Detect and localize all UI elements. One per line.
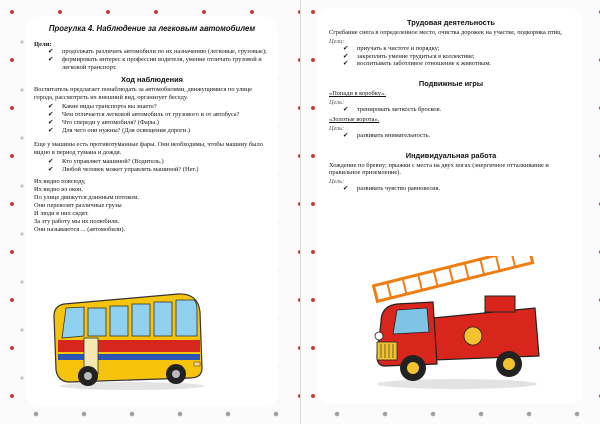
checkmark-icon: ✔ bbox=[48, 165, 54, 173]
checkmark-icon: ✔ bbox=[48, 110, 54, 118]
poem-line: Их видно повсюду, bbox=[34, 177, 86, 185]
poem-line: Они перевозят различные грузы bbox=[34, 201, 122, 209]
checkmark-icon: ✔ bbox=[48, 48, 54, 55]
fire-truck-image bbox=[367, 256, 547, 392]
question-item: ✔ Что спереди у автомобиля? (Фары.) bbox=[48, 118, 159, 126]
questions-list bbox=[34, 103, 270, 134]
individual-title: Индивидуальная работа bbox=[405, 150, 497, 160]
game-goal-label: Цель: bbox=[329, 99, 345, 107]
goal-item: ✔ закреплять умение трудиться в коллективе; bbox=[343, 52, 475, 60]
question-item: ✔ Кто управляет машиной? (Водитель.) bbox=[48, 157, 164, 165]
goal-item: ✔ тренировать меткость бросков. bbox=[343, 106, 442, 114]
games-title: Подвижные игры bbox=[418, 79, 484, 89]
headlights-text: Еще у машины есть противотуманные фары. Они необходимы, чтобы машину было видно в период тумана и дождя. bbox=[34, 141, 263, 157]
walk-title: Прогулка 4. Наблюдение за легковым автомобилем bbox=[48, 24, 256, 33]
question-item: ✔ Для чего они нужны? (Для освещения дороги.) bbox=[48, 126, 191, 134]
poem-line: Они называются ... (автомобили). bbox=[34, 225, 126, 233]
checkmark-icon: ✔ bbox=[48, 118, 54, 126]
poem-line: За эту работу мы их полюбили. bbox=[34, 217, 120, 225]
goal-item: ✔ продолжать различать автомобили по их назначению (легковые, грузовые); bbox=[48, 48, 267, 55]
goals-list bbox=[34, 48, 270, 71]
game1-goals-list bbox=[329, 106, 573, 114]
question-item: ✔ Любой человек может управлять машиной? (Нет.) bbox=[48, 165, 199, 173]
checkmark-icon: ✔ bbox=[48, 126, 54, 134]
goal-item: ✔ развивать чувство равновесия. bbox=[343, 185, 441, 193]
checkmark-icon: ✔ bbox=[48, 157, 54, 165]
work-goal-label: Цели: bbox=[329, 37, 345, 45]
poem-line: По улице движутся длинным потоком. bbox=[34, 193, 139, 201]
left-card bbox=[26, 16, 278, 406]
goal-item: ✔ развивать внимательность. bbox=[343, 131, 431, 139]
goal-item: ✔ воспитывать заботливое отношение к животным. bbox=[343, 60, 491, 68]
poem-line: И люди в них сидят. bbox=[34, 209, 89, 217]
individual-goals-list bbox=[329, 185, 573, 193]
goals-label: Цели: bbox=[34, 41, 52, 48]
checkmark-icon: ✔ bbox=[343, 131, 349, 139]
work-text: Сгребание снега в определенное место, очистка дорожек на участке, подкормка птиц. bbox=[329, 29, 563, 36]
questions2-list bbox=[34, 158, 270, 174]
checkmark-icon: ✔ bbox=[48, 103, 54, 111]
bus-image bbox=[48, 286, 208, 392]
question-item: ✔ Чем отличается легковой автомобиль от грузового и от автобуса? bbox=[48, 110, 240, 118]
game-name: «Попади в коробку». bbox=[329, 90, 386, 98]
game2-goals-list bbox=[329, 132, 573, 140]
course-intro: Воспитатель предлагает понаблюдать за автомобилями, движущимися по улице города, рассмотреть их внешний вид, организует беседу. bbox=[34, 86, 252, 102]
checkmark-icon: ✔ bbox=[343, 52, 349, 60]
question-item: ✔ Какие виды транспорта вы знаете? bbox=[48, 103, 157, 111]
individual-goal-label: Цель: bbox=[329, 178, 345, 186]
checkmark-icon: ✔ bbox=[343, 60, 349, 68]
checkmark-icon: ✔ bbox=[48, 55, 54, 63]
right-card bbox=[317, 8, 583, 404]
course-title: Ход наблюдения bbox=[121, 75, 183, 85]
checkmark-icon: ✔ bbox=[343, 44, 349, 52]
game-name: «Золотые ворота». bbox=[329, 115, 380, 123]
checkmark-icon: ✔ bbox=[343, 185, 349, 193]
riddle-poem bbox=[34, 178, 270, 234]
goal-item: ✔ приучать к чистоте и порядку; bbox=[343, 44, 440, 52]
work-title: Трудовая деятельность bbox=[407, 18, 495, 27]
poem-line: Их видно из окон. bbox=[34, 185, 84, 193]
game-goal-label: Цель: bbox=[329, 124, 345, 132]
checkmark-icon: ✔ bbox=[343, 106, 349, 114]
right-page bbox=[300, 0, 600, 424]
work-goals-list bbox=[329, 45, 573, 68]
goal-item: ✔ формировать интерес к профессии водителя, умение отличать грузовой и легковой транспорт. bbox=[48, 55, 262, 71]
individual-text: Хождение по бревну; прыжки с места на двух ногах (энергичное отталкивание и правильное приземление). bbox=[329, 161, 549, 177]
